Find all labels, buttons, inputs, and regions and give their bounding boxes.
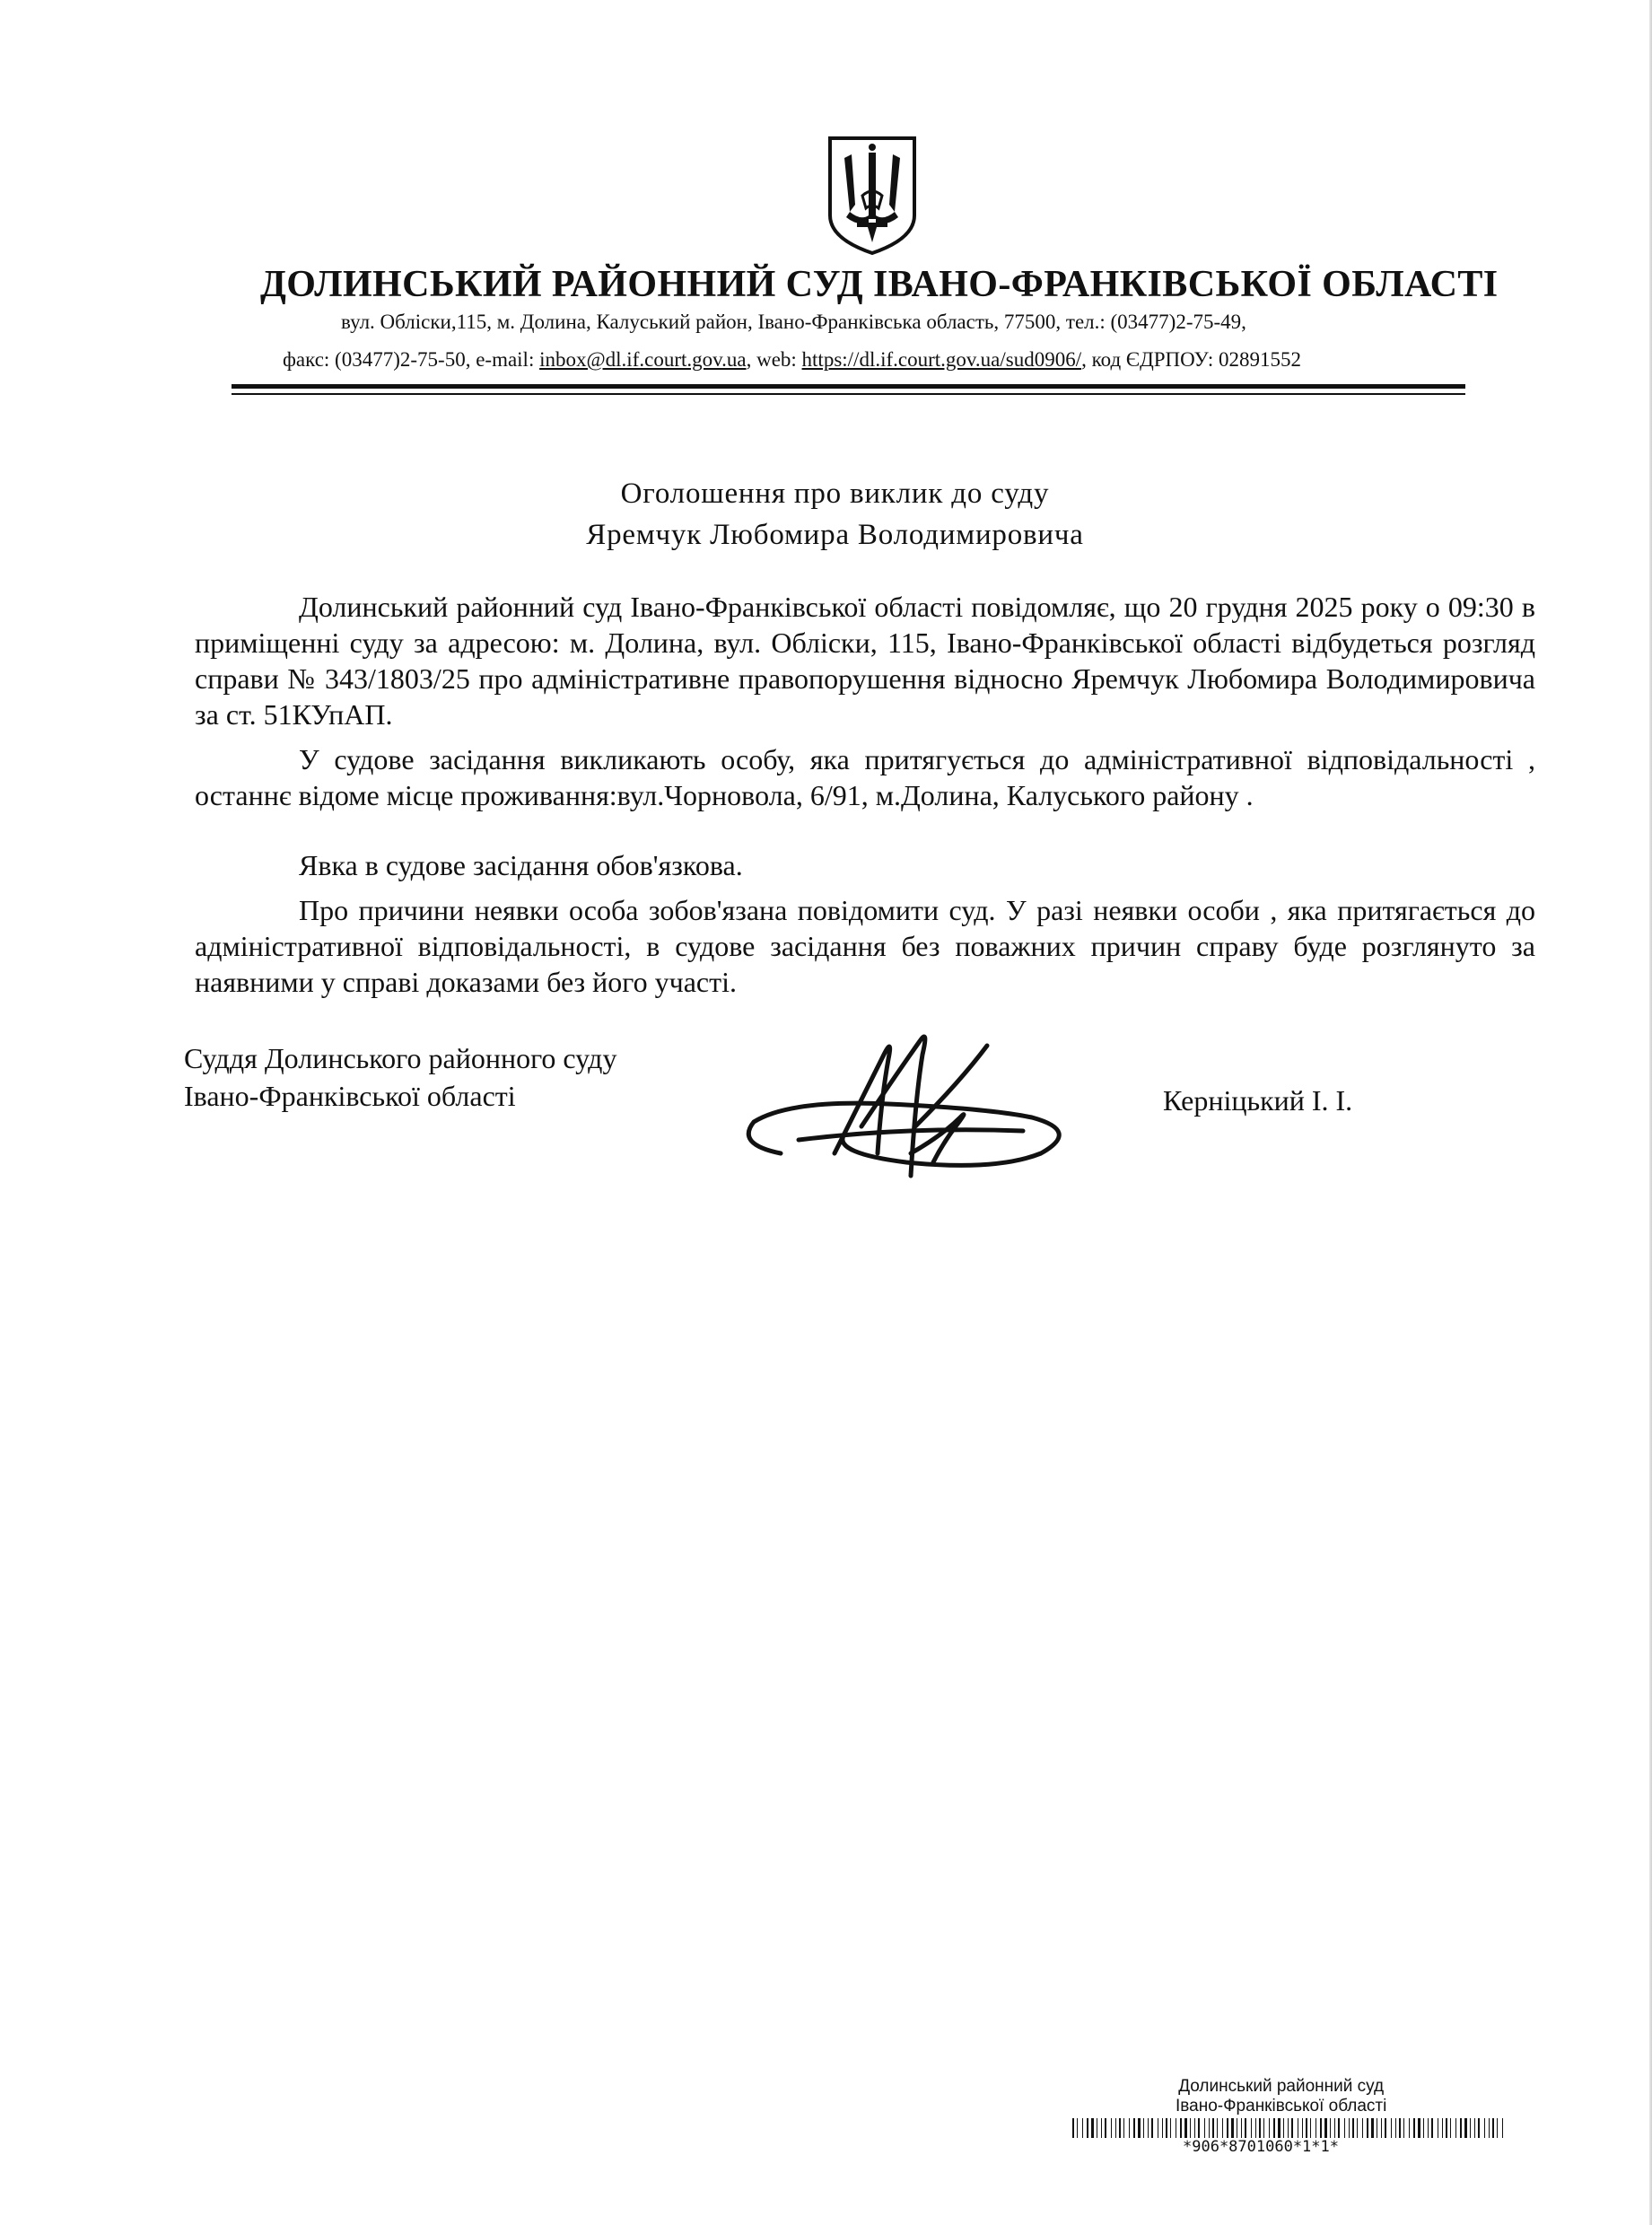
handwritten-signature (727, 1019, 1086, 1180)
trident-coat-of-arms-icon (823, 133, 922, 258)
signer-position (184, 1039, 616, 1115)
court-stamp-label (1176, 2077, 1386, 2116)
stamp-line2: Івано-Франківської області (1176, 2097, 1387, 2116)
fax-text: факс: (03477)2-75-50, e-mail: (283, 348, 540, 371)
website-link[interactable]: https://dl.if.court.gov.ua/sud0906/ (801, 348, 1082, 371)
barcode-text: *906*8701060*1*1* (1183, 2138, 1339, 2156)
summoned-person-name: Яремчук Любомира Володимировича (586, 519, 1084, 551)
web-label: , web: (746, 348, 802, 371)
barcode (1072, 2118, 1508, 2138)
body-paragraph-attendance: Явка в судове засідання обов'язкова. (299, 849, 743, 881)
email-link[interactable]: inbox@dl.if.court.gov.ua (539, 348, 747, 371)
judge-name: Керніцький І. І. (1163, 1084, 1353, 1117)
header-divider-thin (232, 393, 1465, 395)
court-name: ДОЛИНСЬКИЙ РАЙОННИЙ СУД ІВАНО-ФРАНКІВСЬКОЇ ОБЛАСТІ (260, 264, 1499, 305)
header-divider-thick (232, 384, 1465, 389)
signer-position-line2: Івано-Франківської області (184, 1080, 516, 1112)
body-paragraph-absence: Про причини неявки особа зобов'язана повідомити суд. У разі неявки особи , яка притягається до адміністративної відповідальності, в судове засідання без поважних причин справу буде розглянуто за наявними у справі доказами без його участі. (195, 894, 1535, 998)
body-paragraph-summons: У судове засідання викликають особу, яка притягується до адміністративної відповідальності , останнє відоме місце проживання:вул.Чорновола, 6/91, м.Долина, Калуського району . (195, 743, 1535, 811)
stamp-line1: Долинський районний суд (1178, 2077, 1385, 2096)
signer-position-line1: Суддя Долинського районного суду (184, 1042, 617, 1074)
edrpou-code: , код ЄДРПОУ: 02891552 (1081, 348, 1302, 371)
body-paragraph-hearing: Долинський районний суд Івано-Франківської області повідомляє, що 20 грудня 2025 року о 09:30 в приміщенні суду за адресою: м. Долина, вул. Обліски, 115, Івано-Франківської області відбудеться розгляд справи № 343/1803/25 про адміністративне правопорушення відносно Яремчук Любомира Володимировича за ст. 51КУпАП. (195, 591, 1535, 731)
court-address: вул. Обліски,115, м. Долина, Калуський район, Івано-Франківська область, 77500, тел.: (03477)2-75-49, (341, 311, 1246, 333)
court-contacts (283, 348, 1301, 372)
announcement-title: Оголошення про виклик до суду (620, 477, 1050, 510)
